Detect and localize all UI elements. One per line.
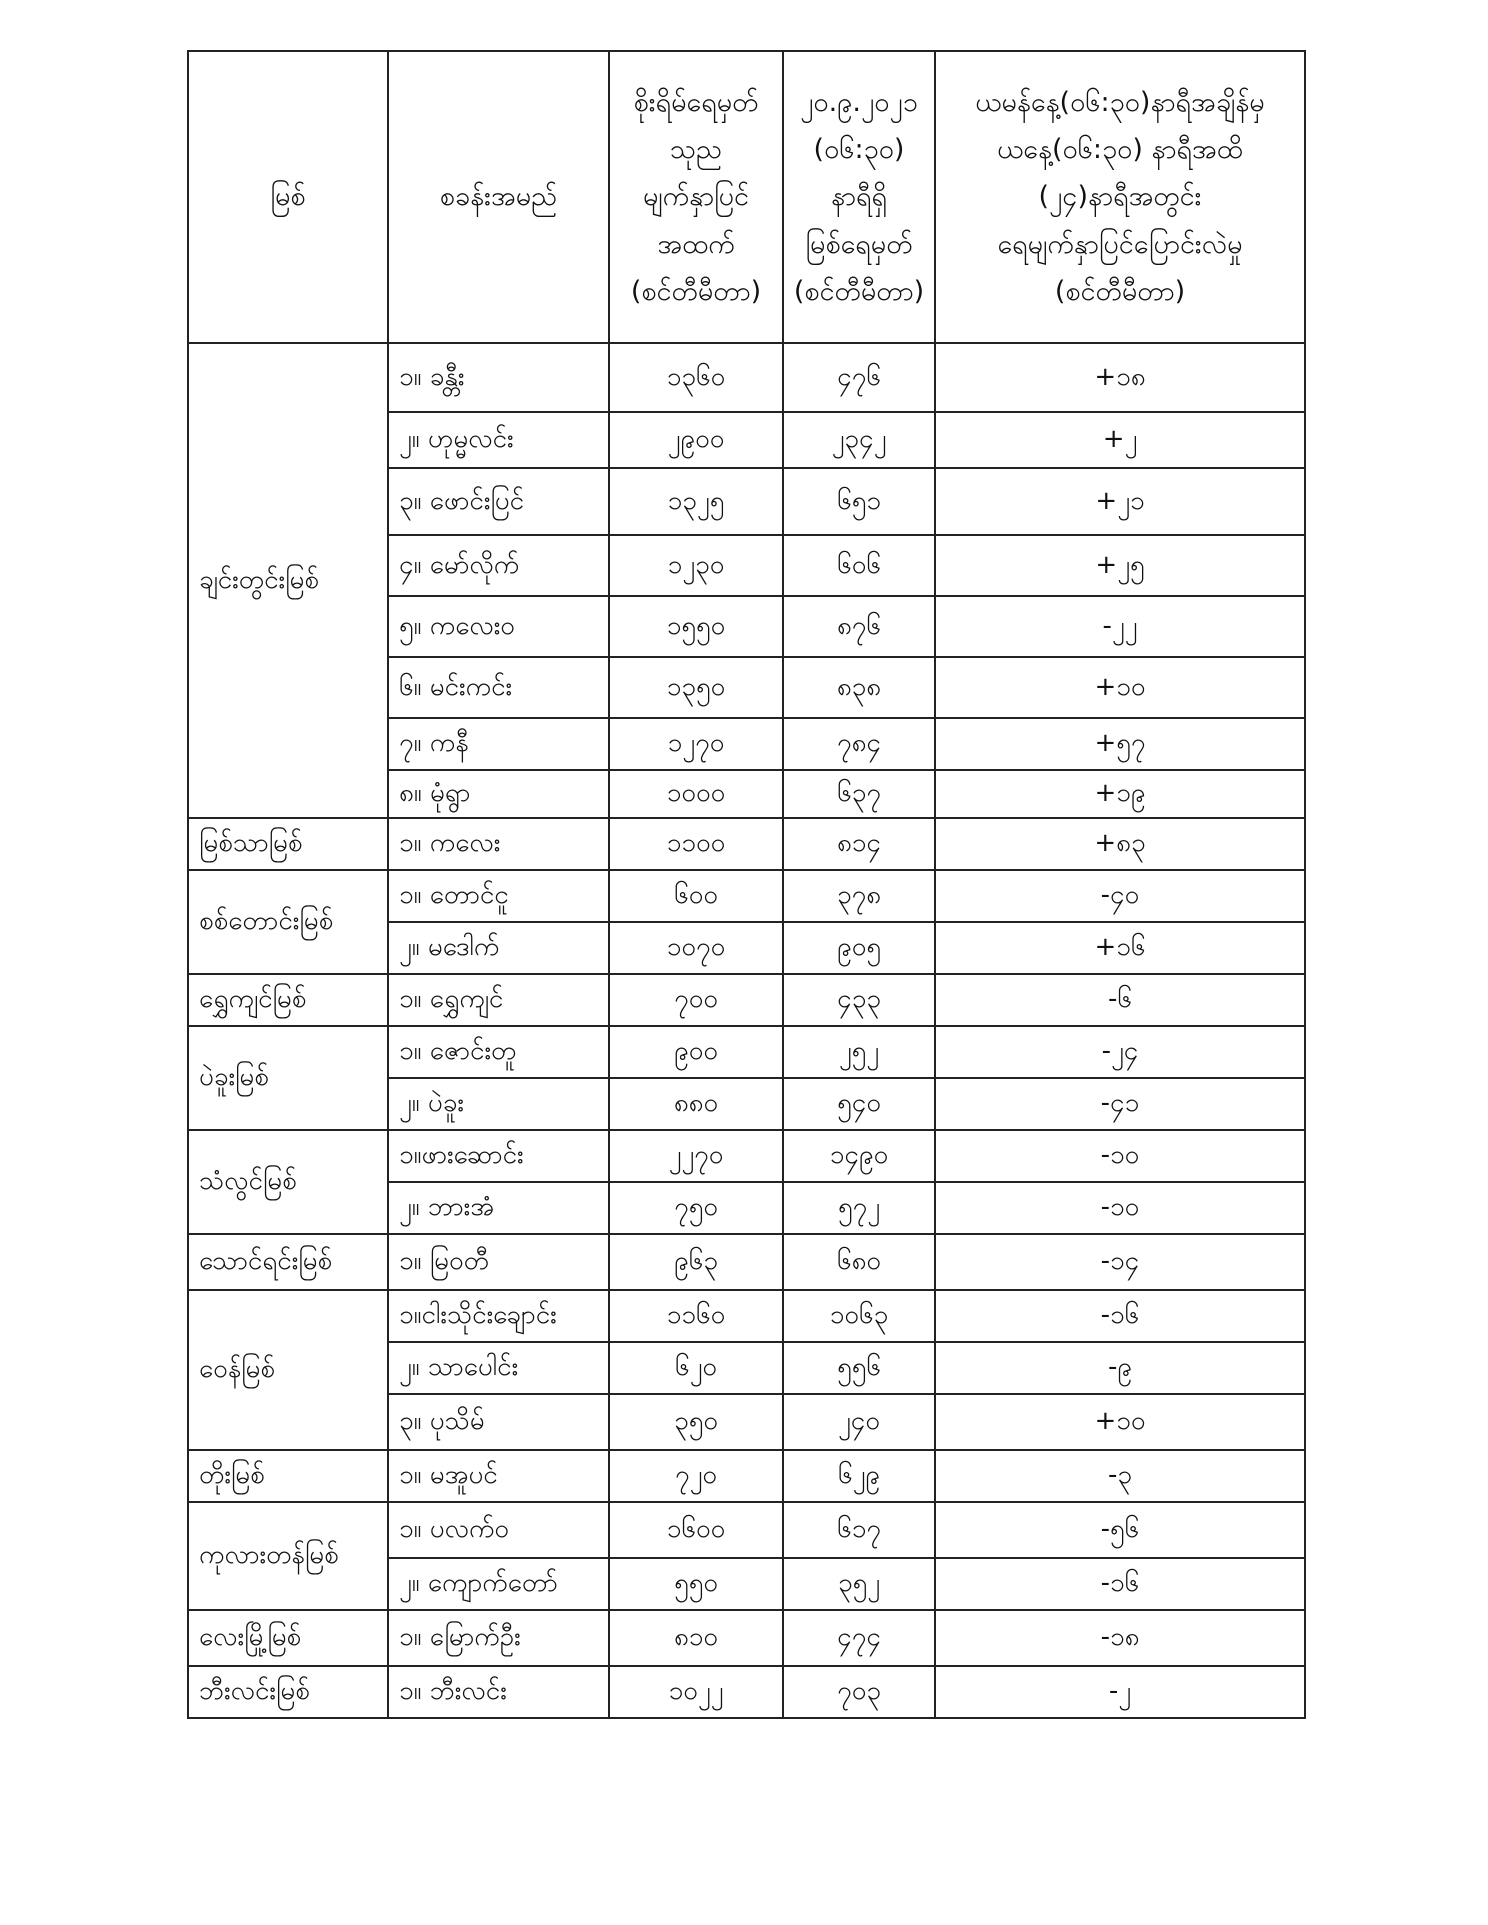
danger-level-value: ၁၅၅၀ (609, 596, 783, 657)
water-level-value: ၆၈၀ (783, 1234, 935, 1290)
station-name: ၂။ ပဲခူး (388, 1078, 609, 1130)
level-change-value: +၁၉ (935, 770, 1305, 818)
river-name: ကုလားတန်မြစ် (188, 1502, 388, 1610)
level-change-value: +၂၅ (935, 535, 1305, 596)
danger-level-value: ၁၃၆၀ (609, 343, 783, 412)
danger-level-value: ၁၂၇၀ (609, 718, 783, 770)
level-change-value: +၁၈ (935, 343, 1305, 412)
river-name: စစ်တောင်းမြစ် (188, 870, 388, 974)
level-change-value: +၂ (935, 412, 1305, 468)
danger-level-value: ၆၀၀ (609, 870, 783, 922)
level-change-value: -၃ (935, 1450, 1305, 1502)
danger-level-value: ၃၅၀ (609, 1394, 783, 1450)
danger-level-value: ၁၀၂၂ (609, 1666, 783, 1718)
table-row (188, 1234, 1305, 1290)
water-level-value: ၆၃၇ (783, 770, 935, 818)
station-name: ၁။ငါးသိုင်းချောင်း (388, 1290, 609, 1342)
danger-level-value: ၆၂၀ (609, 1342, 783, 1394)
station-name: ၆။ မင်းကင်း (388, 657, 609, 718)
table-row (188, 870, 1305, 922)
water-level-value: ၃၅၂ (783, 1558, 935, 1610)
level-change-value: -၂၂ (935, 596, 1305, 657)
station-name: ၁။ ဘီးလင်း (388, 1666, 609, 1718)
river-name: ဝေန်မြစ် (188, 1290, 388, 1450)
water-level-value: ၆၂၉ (783, 1450, 935, 1502)
danger-level-value: ၅၅၀ (609, 1558, 783, 1610)
table-row (188, 1502, 1305, 1558)
water-level-value: ၁၀၆၃ (783, 1290, 935, 1342)
station-name: ၅။ ကလေးဝ (388, 596, 609, 657)
station-name: ၁။ဖားဆောင်း (388, 1130, 609, 1182)
table-row (188, 974, 1305, 1026)
station-name: ၂။ မဒေါက် (388, 922, 609, 974)
river-name: သံလွင်မြစ် (188, 1130, 388, 1234)
header-station: စခန်းအမည် (388, 51, 609, 343)
water-level-value: ၉၀၅ (783, 922, 935, 974)
station-name: ၁။ မြောက်ဦး (388, 1610, 609, 1666)
water-level-value: ၁၄၉၀ (783, 1130, 935, 1182)
table-row (188, 1450, 1305, 1502)
danger-level-value: ၁၁၆၀ (609, 1290, 783, 1342)
danger-level-value: ၂၉၀၀ (609, 412, 783, 468)
river-name: လေးမြို့မြစ် (188, 1610, 388, 1666)
water-level-value: ၂၃၄၂ (783, 412, 935, 468)
header-river: မြစ် (188, 51, 388, 343)
level-change-value: +၁၀ (935, 1394, 1305, 1450)
water-level-table (187, 50, 1306, 1719)
danger-level-value: ၉၀၀ (609, 1026, 783, 1078)
table-row (188, 1026, 1305, 1078)
water-level-value: ၆၅၁ (783, 468, 935, 535)
level-change-value: -၁၄ (935, 1234, 1305, 1290)
station-name: ၄။ မော်လိုက် (388, 535, 609, 596)
header-water-level: ၂၀.၉.၂၀၂၁ (၀၆:၃၀) နာရီရှိ မြစ်ရေမှတ် (စင်တီမီတာ) (783, 51, 935, 343)
station-name: ၁။ ပလက်ဝ (388, 1502, 609, 1558)
level-change-value: -၆ (935, 974, 1305, 1026)
water-level-value: ၂၄၀ (783, 1394, 935, 1450)
level-change-value: -၄၁ (935, 1078, 1305, 1130)
table-row (188, 1130, 1305, 1182)
station-name: ၁။ မြဝတီ (388, 1234, 609, 1290)
river-name: ချင်းတွင်းမြစ် (188, 343, 388, 818)
level-change-value: +၁၀ (935, 657, 1305, 718)
level-change-value: +၈၃ (935, 818, 1305, 870)
danger-level-value: ၈၁၀ (609, 1610, 783, 1666)
station-name: ၁။ မအူပင် (388, 1450, 609, 1502)
station-name: ၁။ ဇောင်းတူ (388, 1026, 609, 1078)
station-name: ၃။ ဖောင်းပြင် (388, 468, 609, 535)
level-change-value: -၄၀ (935, 870, 1305, 922)
station-name: ၈။ မုံရွာ (388, 770, 609, 818)
water-level-value: ၆၀၆ (783, 535, 935, 596)
level-change-value: -၁၆ (935, 1290, 1305, 1342)
river-name: မြစ်သာမြစ် (188, 818, 388, 870)
level-change-value: +၅၇ (935, 718, 1305, 770)
water-level-value: ၂၅၂ (783, 1026, 935, 1078)
danger-level-value: ၁၃၅၀ (609, 657, 783, 718)
station-name: ၇။ ကနီ (388, 718, 609, 770)
water-level-value: ၅၅၆ (783, 1342, 935, 1394)
table-row (188, 1666, 1305, 1718)
table-header-row (188, 51, 1305, 343)
water-level-value: ၃၇၈ (783, 870, 935, 922)
station-name: ၃။ ပုသိမ် (388, 1394, 609, 1450)
level-change-value: -၁၆ (935, 1558, 1305, 1610)
water-level-value: ၈၃၈ (783, 657, 935, 718)
water-level-value: ၈၁၄ (783, 818, 935, 870)
danger-level-value: ၁၂၃၀ (609, 535, 783, 596)
danger-level-value: ၁၁၀၀ (609, 818, 783, 870)
header-danger-level: စိုးရိမ်ရေမှတ် သုည မျက်နှာပြင် အထက် (စင်တီမီတာ) (609, 51, 783, 343)
danger-level-value: ၂၂၇၀ (609, 1130, 783, 1182)
station-name: ၂။ ကျောက်တော် (388, 1558, 609, 1610)
table-row (188, 1610, 1305, 1666)
level-change-value: -၅၆ (935, 1502, 1305, 1558)
level-change-value: +၂၁ (935, 468, 1305, 535)
level-change-value: -၁၀ (935, 1130, 1305, 1182)
danger-level-value: ၁၀၇၀ (609, 922, 783, 974)
water-level-value: ၅၇၂ (783, 1182, 935, 1234)
station-name: ၁။ ရွှေကျင် (388, 974, 609, 1026)
station-name: ၂။ သာပေါင်း (388, 1342, 609, 1394)
danger-level-value: ၁၃၂၅ (609, 468, 783, 535)
level-change-value: -၉ (935, 1342, 1305, 1394)
water-level-value: ၄၃၃ (783, 974, 935, 1026)
table-row (188, 1290, 1305, 1342)
level-change-value: -၂ (935, 1666, 1305, 1718)
station-name: ၁။ ခန္တီး (388, 343, 609, 412)
level-change-value: -၁၀ (935, 1182, 1305, 1234)
danger-level-value: ၁၀၀၀ (609, 770, 783, 818)
river-name: ဘီးလင်းမြစ် (188, 1666, 388, 1718)
danger-level-value: ၇၂၀ (609, 1450, 783, 1502)
station-name: ၁။ ကလေး (388, 818, 609, 870)
level-change-value: +၁၆ (935, 922, 1305, 974)
danger-level-value: ၈၈၀ (609, 1078, 783, 1130)
station-name: ၁။ တောင်ငူ (388, 870, 609, 922)
danger-level-value: ၁၆၀၀ (609, 1502, 783, 1558)
danger-level-value: ၇၀၀ (609, 974, 783, 1026)
water-level-value: ၇၀၃ (783, 1666, 935, 1718)
water-level-value: ၈၇၆ (783, 596, 935, 657)
level-change-value: -၁၈ (935, 1610, 1305, 1666)
water-level-value: ၄၇၄ (783, 1610, 935, 1666)
river-name: တိုးမြစ် (188, 1450, 388, 1502)
danger-level-value: ၉၆၃ (609, 1234, 783, 1290)
danger-level-value: ၇၅၀ (609, 1182, 783, 1234)
table-row (188, 343, 1305, 412)
header-24h-change: ယမန်နေ့(၀၆:၃၀)နာရီအချိန်မှ ယနေ့(၀၆:၃၀) နာရီအထိ (၂၄)နာရီအတွင်း ရေမျက်နှာပြင်ပြောင်းလဲမှု (စင်တီမီတာ) (935, 51, 1305, 343)
water-level-value: ၄၇၆ (783, 343, 935, 412)
water-level-value: ၅၄၀ (783, 1078, 935, 1130)
water-level-value: ၆၁၇ (783, 1502, 935, 1558)
level-change-value: -၂၄ (935, 1026, 1305, 1078)
station-name: ၂။ ဟုမ္မလင်း (388, 412, 609, 468)
river-name: ရွှေကျင်မြစ် (188, 974, 388, 1026)
water-level-value: ၇၈၄ (783, 718, 935, 770)
table-row (188, 818, 1305, 870)
station-name: ၂။ ဘားအံ (388, 1182, 609, 1234)
river-name: သောင်ရင်းမြစ် (188, 1234, 388, 1290)
river-name: ပဲခူးမြစ် (188, 1026, 388, 1130)
